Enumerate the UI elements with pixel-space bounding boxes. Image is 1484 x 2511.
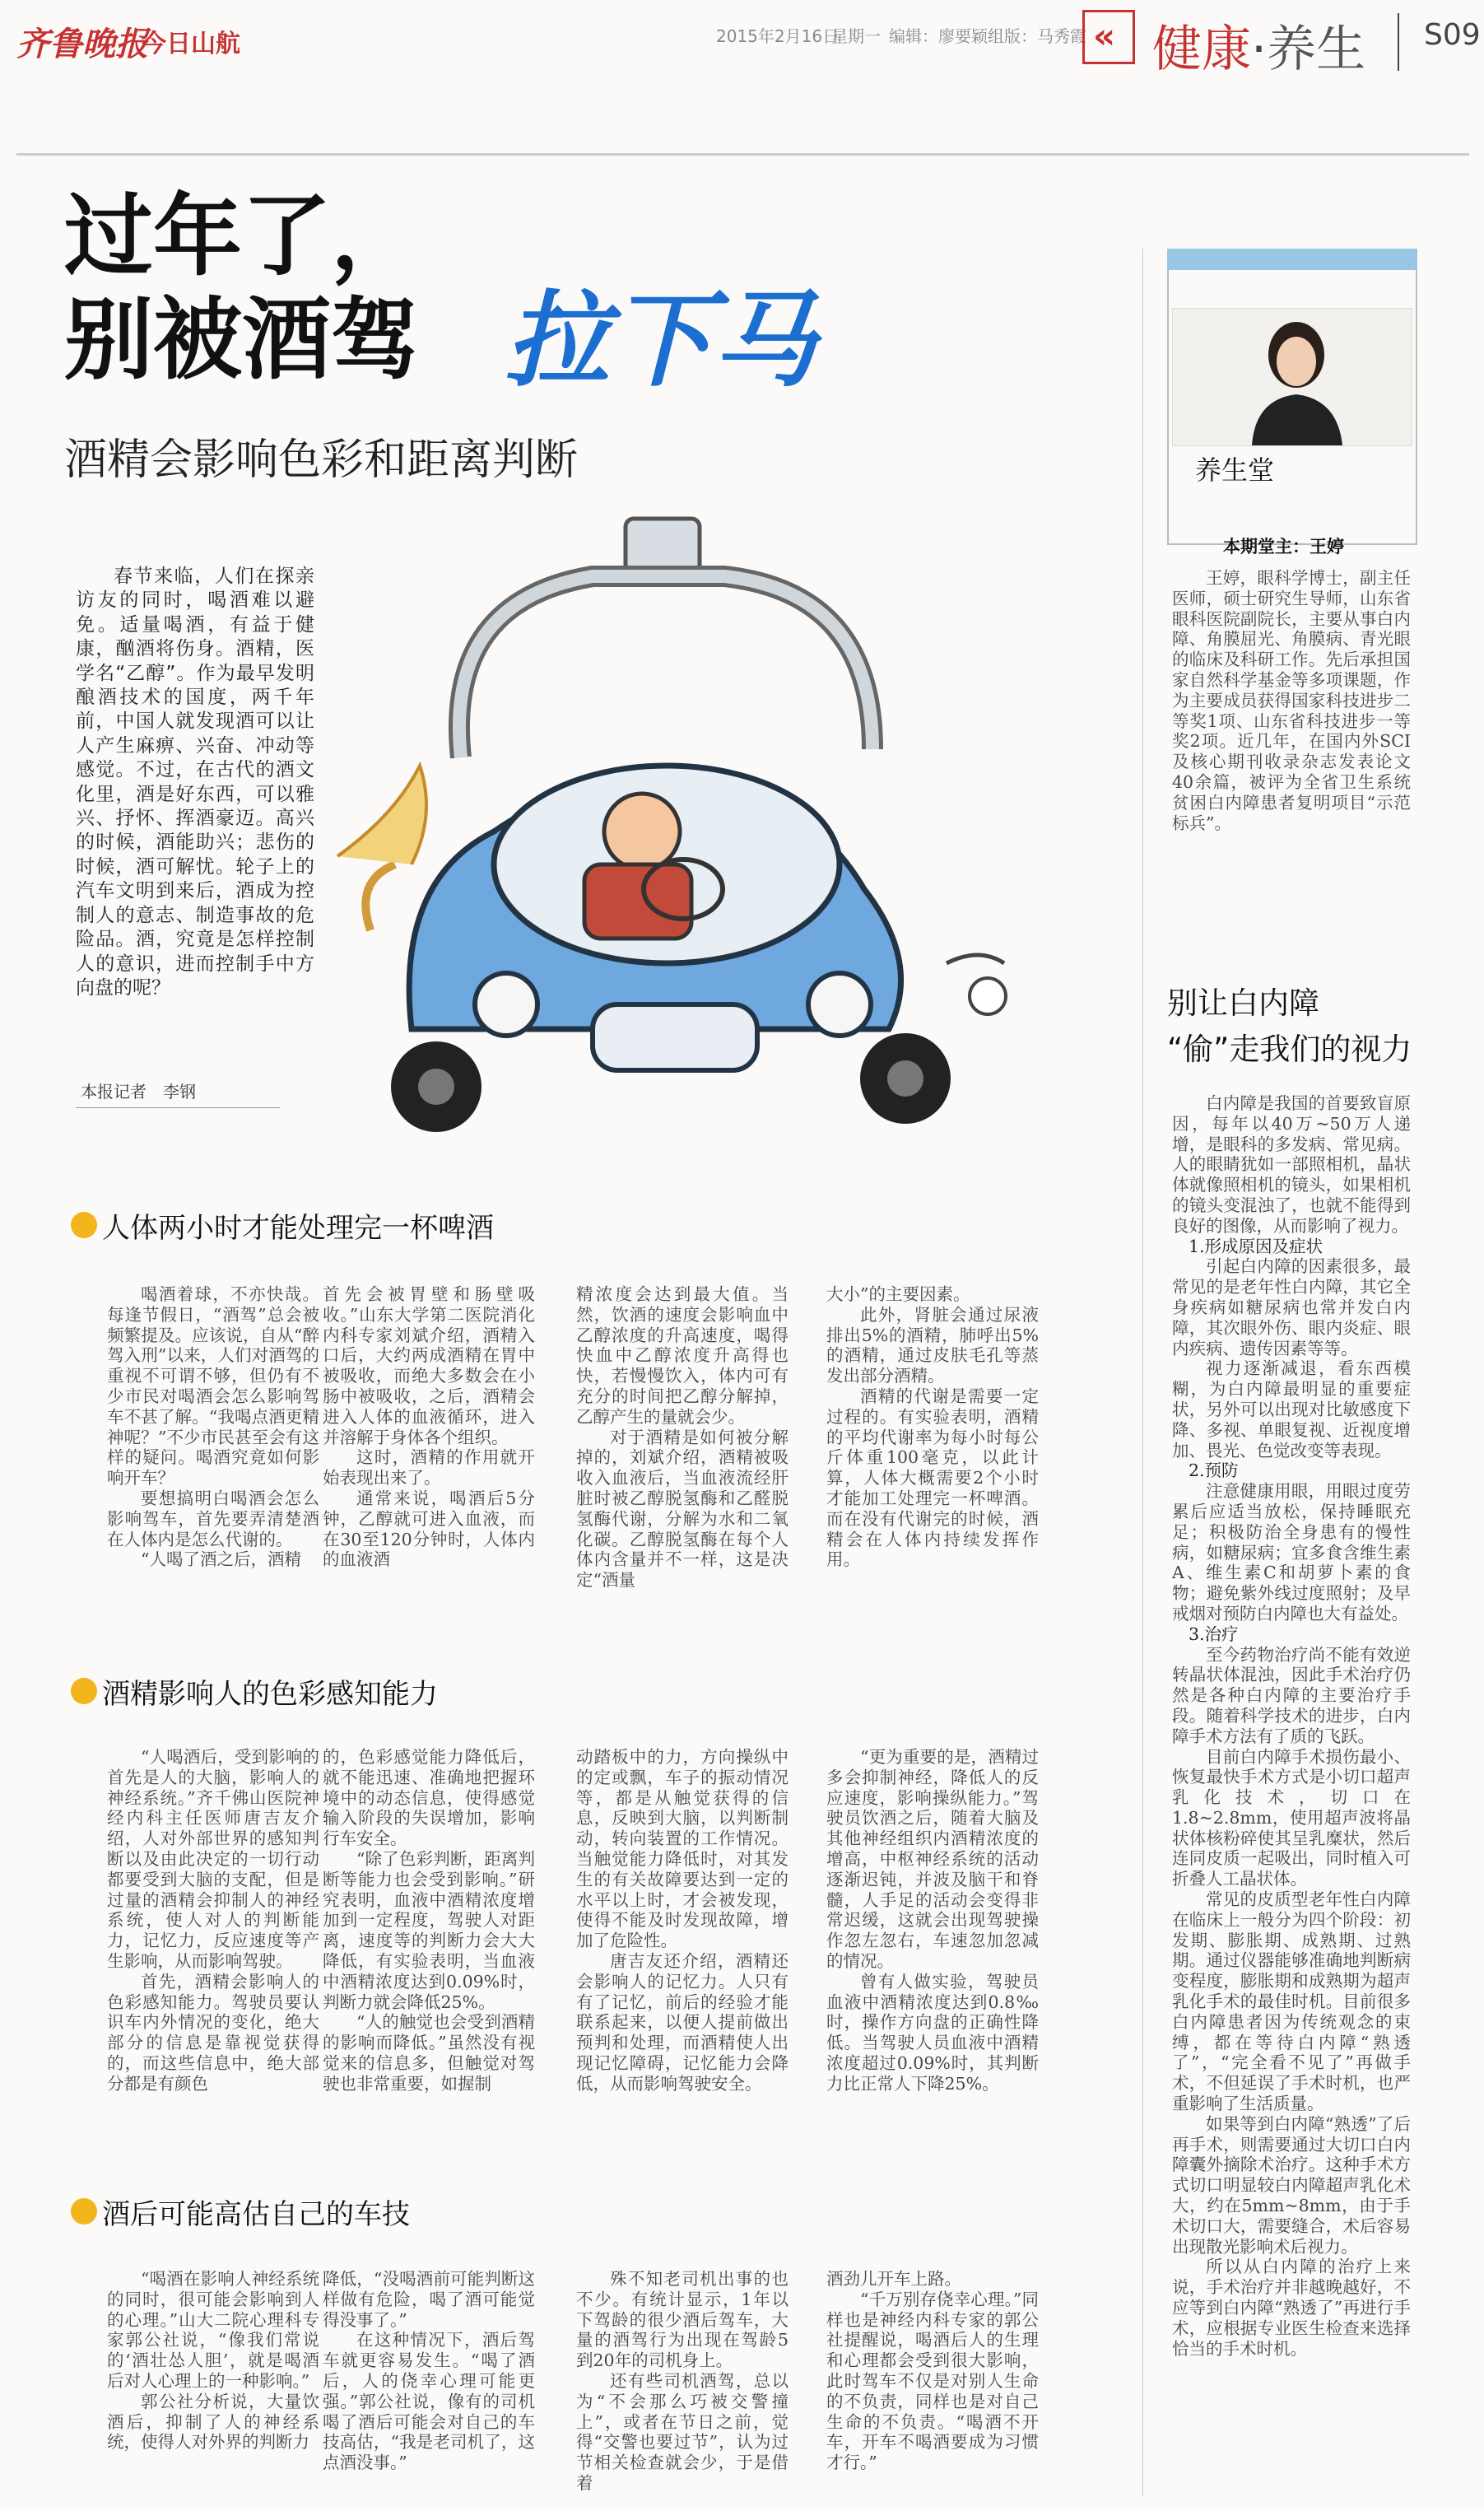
edition-name: 今日山航 xyxy=(142,30,240,58)
section-bullet-icon xyxy=(71,2198,97,2224)
paragraph: 视力逐渐减退，看东西模糊，为白内障最明显的重要症状，另外可以出现对比敏感度下降、多视、单眼复视、近视度增加、畏光、色觉改变等表现。 xyxy=(1172,1358,1411,1460)
paragraph: 至今药物治疗尚不能有效逆转晶状体混浊，因此手术治疗仍然是各种白内障的主要治疗手段。随着科学技术的进步，白内障手术方法有了质的飞跃。 xyxy=(1172,1644,1411,1746)
section-heading: 酒精影响人的色彩感知能力 xyxy=(102,1678,438,1711)
subheading: 1.形成原因及症状 xyxy=(1189,1236,1324,1256)
newspaper-logo: 齐鲁晚报 xyxy=(16,25,148,63)
author-photo xyxy=(1172,308,1412,446)
sidebar-article-title-line1: 别让白内障 xyxy=(1167,985,1319,1021)
article-column: 酒劲儿开车上路。 “千万别存侥幸心理。”同样也是神经内科专家的郭公社提醒说，喝酒后人的生理和心理都会受到很大影响，此时驾车不仅是对别人生命的不负责，同样也是对自己生命的不负责。“喝酒不开车，开车不喝酒要成为习惯才行。” xyxy=(826,2269,1039,2473)
subheading: 2.预防 xyxy=(1189,1460,1239,1481)
handcuff-icon xyxy=(459,519,872,757)
article-column: 降低，“没喝酒前可能判断这样做有危险，喝了酒可能觉得没事了。” 在这种情况下，酒后驾车就更容易发生。“喝了酒后，人的侥幸心理可能更强。”郭公社说，像有的司机喝了酒后可能会对自己的车技高估，“我是老司机了，这点酒没事。” xyxy=(323,2269,535,2473)
paragraph: 如果等到白内障“熟透”了后再手术，则需要通过大切口白内障囊外摘除术治疗。这种手术方式切口明显较白内障超声乳化术大，约在5mm~8mm，由于手术切口大，需要缝合，术后容易出现散光影响术后视力。 xyxy=(1172,2113,1411,2257)
article-column: “喝酒在影响人神经系统的同时，很可能会影响到人的心理。”山大二院心理科专家郭公社说，“像我们常说的‘酒壮怂人胆’，就是喝酒后对人心理上的一种影响。” 郭公社分析说，大量饮酒后，抑制了人的神经系统，使得人对外界的判断力 xyxy=(107,2269,319,2453)
issue-weekday: 星期一 xyxy=(831,26,881,46)
paragraph: 目前白内障手术损伤最小、恢复最快手术方式是小切口超声乳化技术，切口在1.8~2.8mm，使用超声波将晶状体核粉碎使其呈乳糜状，然后连同皮质一起吸出，同时植入可折叠人工晶状体。 xyxy=(1172,1746,1411,1889)
host-bio: 王婷，眼科学博士，副主任医师，硕士研究生导师，山东省眼科医院副院长，主要从事白内障、角膜屈光、角膜病、青光眼的临床及科研工作。先后承担国家自然科学基金等多项课题，作为主要成员获得国家科技进步二等奖1项、山东省科技进步一等奖2项。近几年，在国内外SCI及核心期刊收录杂志发表论文40余篇，被评为全省卫生系统贫困白内障患者复明项目“示范标兵”。 xyxy=(1172,568,1411,833)
section-bullet-icon xyxy=(71,1212,97,1238)
section-title: 健康·养生 xyxy=(1152,21,1366,78)
article-column: 首先会被胃壁和肠壁吸收。”山东大学第二医院消化内科专家刘斌介绍，酒精入口后，大约两成酒精在胃中被吸收，而绝大多数会在小肠中被吸收，之后，酒精会进入人体的血液循环，进入并溶解于身体各个组织。 这时，酒精的作用就开始表现出来了。 通常来说，喝酒后5分钟，乙醇就可进入血液，而在30至120分钟时，人体内的血液酒 xyxy=(323,1284,535,1570)
host-label: 本期堂主：王婷 xyxy=(1223,537,1344,557)
paragraph: 常见的皮质型老年性白内障在临床上一般分为四个阶段：初发期、膨胀期、成熟期、过熟期。通过仪器能够准确地判断病变程度，膨胀期和成熟期为超声乳化手术的最佳时机。目前很多白内障患者因为传统观念的束缚，都在等待白内障“熟透了”，“完全看不见了”再做手术，不但延误了手术时机，也严重影响了生活质量。 xyxy=(1172,1889,1411,2114)
section-heading: 酒后可能高估自己的车技 xyxy=(102,2198,410,2231)
sidebar-article-body xyxy=(1172,1093,1411,2359)
article-column: 殊不知老司机出事的也不少。有统计显示，1年以下驾龄的很少酒后驾车，大量的酒驾行为出现在驾龄5到20年的司机身上。 还有些司机酒驾，总以为“不会那么巧被交警撞上”，或者在节日之前，觉得“交警也要过节”，认为过节相关检查就会少，于是借着 xyxy=(576,2269,789,2493)
header-divider xyxy=(1398,13,1399,71)
section-bullet-icon xyxy=(71,1678,97,1704)
drunk-driver-car-illustration xyxy=(296,502,1021,1144)
headline-line1: 过年了， xyxy=(64,185,421,288)
byline-rule xyxy=(76,1107,280,1108)
sidebar-accent-bar xyxy=(1167,249,1417,270)
paragraph: 注意健康用眼，用眼过度劳累后应适当放松，保持睡眠充足；积极防治全身患有的慢性病，如糖尿病；宜多食含维生素A、维生素C和胡萝卜素的食物；避免紫外线过度照射；及早戒烟对预防白内障也大有益处。 xyxy=(1172,1481,1411,1624)
top-rule xyxy=(16,153,1469,156)
double-chevron-left-icon: « xyxy=(1093,16,1116,56)
article-column: 的，色彩感觉能力降低后，就不能迅速、准确地把握环境中的动态信息，使得感觉输入阶段的失误增加，影响行车安全。 “除了色彩判断，距离判断等能力也会受到影响。”研究表明，血液中酒精浓度增加到一定程度，驾驶人对距离，速度等的判断力会大大降低，有实验表明，当血液中酒精浓度达到0.09%时，判断力就会降低25%。 “人的触觉也会受到酒精的影响而降低。”虽然没有视觉来的信息多，但触觉对驾驶也非常重要，如握制 xyxy=(323,1747,535,2094)
headline-line2: 别被酒驾 xyxy=(64,289,421,392)
lead-paragraph: 春节来临，人们在探亲访友的同时，喝酒难以避免。适量喝酒，有益于健康，酗酒将伤身。酒精，医学名“乙醇”。作为最早发明酿酒技术的国度，两千年前，中国人就发现酒可以让人产生麻痹、兴奋、冲动等感觉。不过，在古代的酒文化里，酒是好东西，可以雅兴、抒怀、挥酒豪迈。高兴的时候，酒能助兴；悲伤的时候，酒可解忧。轮子上的汽车文明到来后，酒成为控制人的意志、制造事故的危险品。酒，究竟是怎样控制人的意识，进而控制手中方向盘的呢？ xyxy=(76,566,314,999)
paragraph: 引起白内障的因素很多，最常见的是老年性白内障，其它全身疾病如糖尿病也常并发白内障，其次眼外伤、眼内炎症、眼内疾病、遗传因素等等。 xyxy=(1172,1256,1411,1358)
paragraph: 所以从白内障的治疗上来说，手术治疗并非越晚越好，不应等到白内障“熟透了”再进行手术，应根据专业医生检查来选择恰当的手术时机。 xyxy=(1172,2257,1411,2359)
section-heading: 人体两小时才能处理完一杯啤酒 xyxy=(102,1212,494,1245)
article-column: 动踏板中的力，方向操纵中的定或飘，车子的振动情况等，都是从触觉获得的信息，反映到大脑，以判断制动，转向装置的工作情况。当触觉能力降低时，对其发生的有关故障要达到一定的水平以上时，才会被发现，使得不能及时发现故障，增加了危险性。 唐吉友还介绍，酒精还会影响人的记忆力。人只有有了记忆，前后的经验才能联系起来，以便人提前做出预判和处理，而酒精使人出现记忆障碍，记忆能力会降低，从而影响驾驶安全。 xyxy=(576,1747,789,2094)
paragraph: 白内障是我国的首要致盲原因，每年以40万~50万人递增，是眼科的多发病、常见病。人的眼睛犹如一部照相机，晶状体就像照相机的镜头，如果相机的镜头变混浊了，也就不能得到良好的图像，从而影响了视力。 xyxy=(1172,1093,1411,1236)
article-column: “人喝酒后，受到影响的首先是人的大脑，影响人的神经系统。”齐千佛山医院神经内科主任医师唐吉友介绍，人对外部世界的感知判断以及由此决定的一切行动都要受到大脑的支配，但是过量的酒精会抑制人的神经系统，使人对人的判断能力，记忆力，反应速度等产生影响，从而影响驾驶。 首先，酒精会影响人的色彩感知能力。驾驶员要认识车内外情况的变化，绝大部分的信息是靠视觉获得的，而这些信息中，绝大部分都是有颜色 xyxy=(107,1747,319,2094)
section-marker xyxy=(1082,10,1135,64)
article-column: “更为重要的是，酒精过多会抑制神经，降低人的反应速度，影响操纵能力。”驾驶员饮酒之后，随着大脑及其他神经组织内酒精浓度的增高，中枢神经系统的活动逐渐迟钝，并波及脑干和脊髓，人手足的活动会变得非常迟缓，这就会出现驾驶操作忽左忽右，车速忽加忽减的情况。 曾有人做实验，驾驶员血液中酒精浓度达到0.8‰时，操作方向盘的正确性降低。当驾驶人员血液中酒精浓度超过0.09%时，其判断力比正常人下降25%。 xyxy=(826,1747,1039,2094)
column-name: 养生堂 xyxy=(1195,454,1275,486)
page-number: S09 xyxy=(1424,18,1481,52)
issue-date: 2015年2月16日 xyxy=(716,26,840,46)
designer-credit: 组版：马秀霞 xyxy=(988,26,1086,46)
column-divider xyxy=(1142,249,1143,2496)
article-column: 喝酒着球，不亦快哉。每逢节假日，“酒驾”总会被频繁提及。应该说，自从“醉驾入刑”以来，人们对酒驾的重视不可谓不够，但仍有不少市民对喝酒会怎么影响驾车不甚了解。“我喝点酒更精神呢？”不少市民甚至会有这样的疑问。喝酒究竟如何影响开车？ 要想搞明白喝酒会怎么影响驾车，首先要弄清楚酒在人体内是怎么代谢的。 “人喝了酒之后，酒精 xyxy=(107,1284,319,1570)
byline: 本报记者 李钢 xyxy=(81,1082,196,1102)
portrait-image xyxy=(1173,309,1412,445)
article-column: 精浓度会达到最大值。当然，饮酒的速度会影响血中乙醇浓度的升高速度，喝得快血中乙醇浓度升高得也快，若慢慢饮入，体内可有充分的时间把乙醇分解掉，乙醇产生的量就会少。 对于酒精是如何被分解掉的，刘斌介绍，酒精被吸收入血液后，当血液流经肝脏时被乙醇脱氢酶和乙醛脱氢酶代谢，分解为水和二氧化碳。乙醇脱氢酶在每个人体内含量并不一样，这是决定“酒量 xyxy=(576,1284,789,1591)
editor-credit: 编辑：廖要颖 xyxy=(889,26,988,46)
subheadline: 酒精会影响色彩和距离判断 xyxy=(64,436,579,485)
sidebar-article-title-line2: “偷”走我们的视力 xyxy=(1167,1032,1412,1067)
car-icon xyxy=(391,766,951,1132)
article-column: 大小”的主要因素。 此外，肾脏会通过尿液排出5%的酒精，肺呼出5%的酒精，通过皮肤毛孔等蒸发出部分酒精。 酒精的代谢是需要一定过程的。有实验表明，酒精的平均代谢率为每小时每公斤体重100毫克，以此计算，人体大概需要2个小时才能加工处理完一杯啤酒。而在没有代谢完的时候，酒精会在人体内持续发挥作用。 xyxy=(826,1284,1039,1570)
headline-highlight: 拉下马 xyxy=(505,280,816,401)
subheading: 3.治疗 xyxy=(1189,1624,1239,1644)
